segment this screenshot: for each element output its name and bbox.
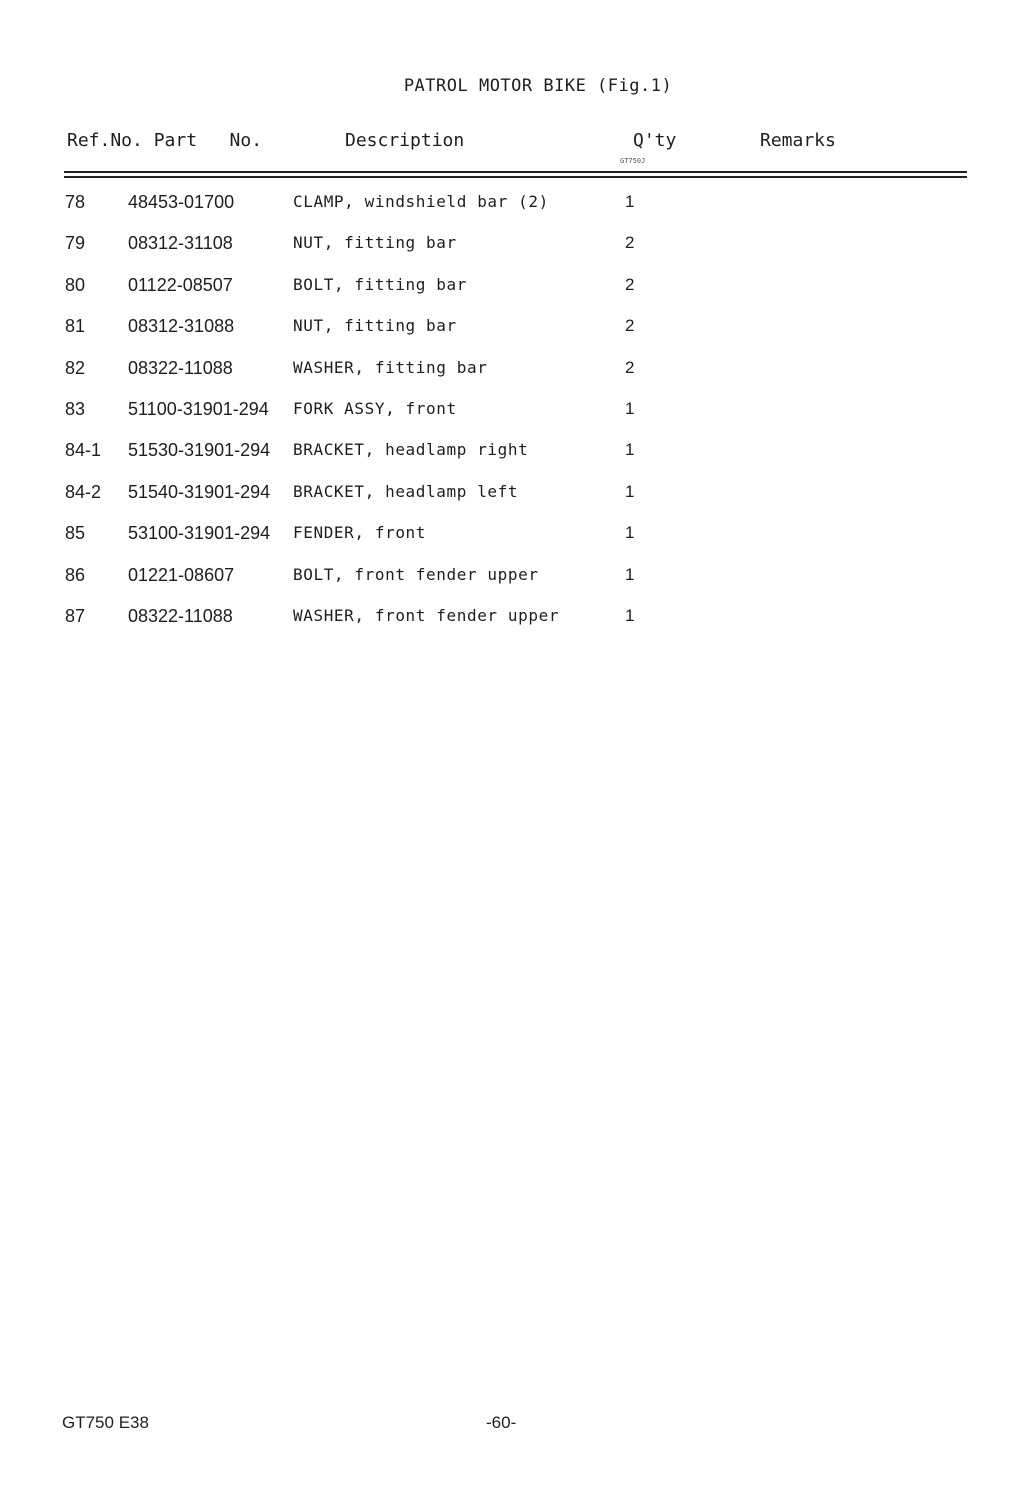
description-cell: BOLT, fitting bar xyxy=(293,274,467,294)
ref-no-cell: 84-1 xyxy=(65,440,102,461)
table-row xyxy=(0,227,1024,268)
ref-no-cell: 79 xyxy=(65,233,86,254)
header-rule-bottom xyxy=(64,176,967,178)
description-cell: NUT, fitting bar xyxy=(293,316,457,336)
ref-no-cell: 78 xyxy=(65,192,86,212)
header-rule-top xyxy=(64,171,967,173)
table-row xyxy=(0,393,1024,434)
header-remarks: Remarks xyxy=(760,130,836,151)
part-no-cell: 08322-11088 xyxy=(128,605,233,626)
part-no-cell: 08312-31088 xyxy=(128,316,235,337)
ref-no-cell: 86 xyxy=(65,564,86,585)
header-part-no: Part No. xyxy=(153,130,263,151)
table-row xyxy=(0,559,1024,600)
footer-model-code: GT750 E38 xyxy=(62,1413,149,1432)
header-description: Description xyxy=(345,130,465,151)
description-cell: NUT, fitting bar xyxy=(293,233,457,253)
qty-cell: 1 xyxy=(625,398,635,418)
parts-table xyxy=(0,186,1024,641)
qty-cell: 2 xyxy=(625,274,635,294)
header-ref-part-no xyxy=(67,130,262,151)
table-row xyxy=(0,352,1024,393)
header-qty: Q'ty xyxy=(633,130,677,151)
ref-no-cell: 83 xyxy=(65,398,86,419)
ref-no-cell: 82 xyxy=(65,357,86,378)
part-no-cell: 51540-31901-294 xyxy=(128,481,271,502)
table-row xyxy=(0,600,1024,641)
qty-cell: 1 xyxy=(625,605,635,625)
description-cell: BRACKET, headlamp right xyxy=(293,440,529,460)
table-row xyxy=(0,434,1024,475)
ref-no-cell: 80 xyxy=(65,274,86,295)
table-row xyxy=(0,476,1024,517)
part-no-cell: 08312-31108 xyxy=(128,233,233,254)
part-no-cell: 48453-01700 xyxy=(128,192,235,212)
qty-cell: 1 xyxy=(625,481,635,501)
part-no-cell: 53100-31901-294 xyxy=(128,523,271,544)
ref-no-cell: 84-2 xyxy=(65,481,102,502)
part-no-cell: 08322-11088 xyxy=(128,357,233,378)
qty-cell: 2 xyxy=(625,357,635,377)
part-no-cell: 51100-31901-294 xyxy=(128,398,269,419)
page-title: PATROL MOTOR BIKE (Fig.1) xyxy=(403,76,673,96)
description-cell: BOLT, front fender upper xyxy=(293,564,539,584)
ref-no-cell: 85 xyxy=(65,523,86,544)
description-cell: WASHER, front fender upper xyxy=(293,605,560,625)
qty-cell: 2 xyxy=(625,316,635,336)
part-no-cell: 01221-08607 xyxy=(128,564,235,585)
description-cell: FENDER, front xyxy=(293,523,427,543)
table-row xyxy=(0,517,1024,558)
description-cell: WASHER, fitting bar xyxy=(293,357,488,377)
qty-cell: 2 xyxy=(625,233,635,253)
part-no-cell: 51530-31901-294 xyxy=(128,440,271,461)
header-ref-no: Ref.No. xyxy=(67,130,143,151)
ref-no-cell: 87 xyxy=(65,605,86,626)
table-row xyxy=(0,186,1024,227)
qty-cell: 1 xyxy=(625,440,635,460)
table-row xyxy=(0,269,1024,310)
part-no-cell: 01122-08507 xyxy=(128,274,233,295)
qty-cell: 1 xyxy=(625,192,635,211)
qty-cell: 1 xyxy=(625,564,635,584)
description-cell: CLAMP, windshield bar (2) xyxy=(293,192,549,211)
table-row xyxy=(0,310,1024,351)
page-number: -60- xyxy=(486,1413,517,1432)
description-cell: FORK ASSY, front xyxy=(293,398,457,418)
description-cell: BRACKET, headlamp left xyxy=(293,481,519,501)
ref-no-cell: 81 xyxy=(65,316,86,337)
qty-cell: 1 xyxy=(625,523,635,543)
qty-model-code: GT750J xyxy=(620,157,646,165)
